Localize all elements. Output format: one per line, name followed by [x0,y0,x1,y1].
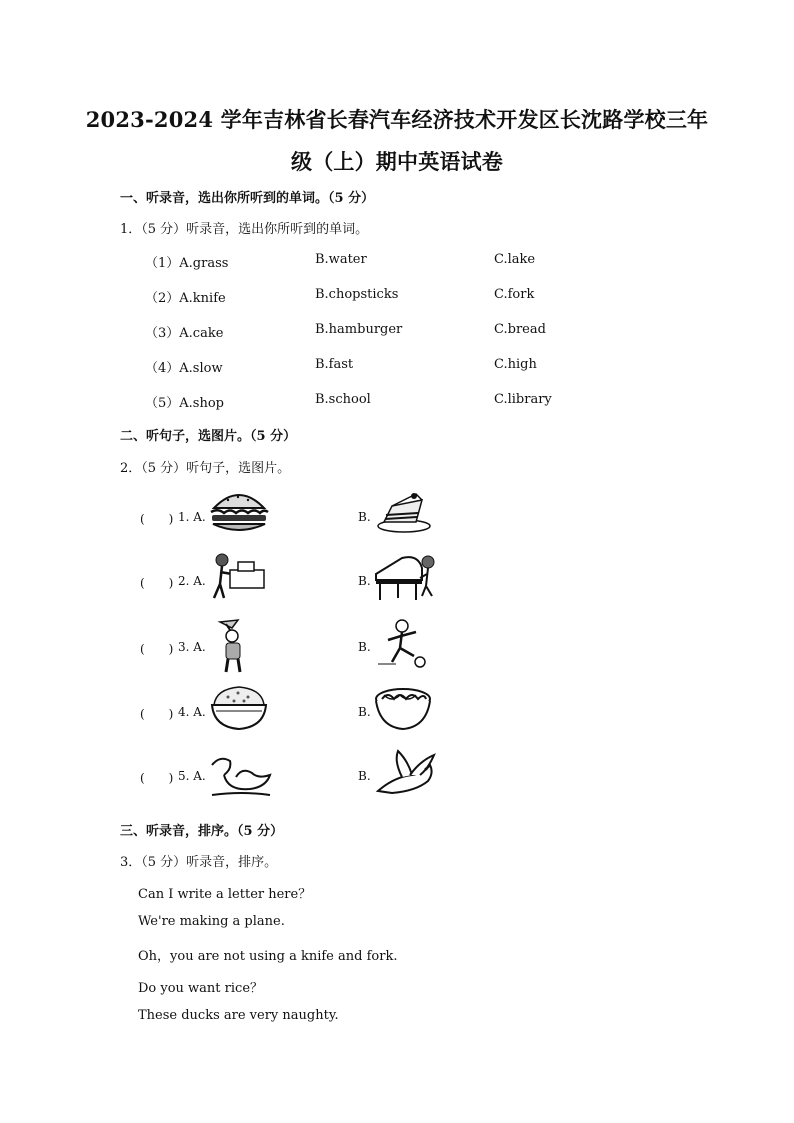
q2-row-2 [140,564,460,624]
q1-row-2-option-b: B.chopsticks [315,287,399,302]
girl-playing-piano-icon [372,552,438,604]
bowl-of-rice-icon [208,683,270,735]
answer-paren: ( ) [140,707,174,721]
q2-row-1 [140,500,460,560]
row-label: 5. A. [178,769,206,783]
q2-row-4 [140,695,460,755]
option-b-label: B. [358,510,371,524]
option-b-label: B. [358,640,371,654]
sentence-1: Can I write a letter here？ [138,887,312,902]
question-1: 1．（5 分）听录音，选出你所听到的单词。 [120,222,369,237]
q1-row-2-option-c: C.fork [494,287,535,302]
q1-row-1-option-a: （1）A.grass [145,256,229,271]
q1-row-5-option-b: B.school [315,392,371,407]
option-b-label: B. [358,574,371,588]
boy-flying-plane-icon [208,618,260,674]
q1-row-3-option-a: （3）A.cake [145,326,224,341]
q1-row-3-option-c: C.bread [494,322,546,337]
duck-icon [208,747,274,799]
sentence-5: These ducks are very naughty. [138,1008,339,1023]
section-2-heading: 二、听句子，选图片。（5 分） [120,429,297,444]
q1-row-5-option-c: C.library [494,392,552,407]
answer-paren: ( ) [140,642,174,656]
q1-row-4-option-c: C.high [494,357,537,372]
document-title-line-2: 级（上）期中英语试卷 [291,149,503,174]
q1-row-1-option-c: C.lake [494,252,536,267]
option-b-label: B. [358,769,371,783]
hamburger-icon [208,488,270,534]
answer-paren: ( ) [140,576,174,590]
document-title-line-1: 2023-2024 学年吉林省长春汽车经济技术开发区长沈路学校三年 [85,107,709,132]
q1-row-2-option-a: （2）A.knife [145,291,226,306]
section-1-heading: 一、听录音，选出你所听到的单词。（5 分） [120,191,375,206]
q1-row-3-option-b: B.hamburger [315,322,403,337]
boy-building-model-icon [208,552,270,602]
answer-paren: ( ) [140,512,174,526]
answer-paren: ( ) [140,771,174,785]
q1-row-4-option-a: （4）A.slow [145,361,223,376]
q2-row-5 [140,759,460,819]
q1-row-1-option-b: B.water [315,252,367,267]
cake-slice-icon [372,488,434,534]
q1-row-5-option-a: （5）A.shop [145,396,224,411]
boy-playing-football-icon [372,618,434,670]
sentence-2: We're making a plane. [138,914,285,929]
question-3: 3．（5 分）听录音，排序。 [120,855,278,870]
bird-icon [372,747,438,799]
q1-row-4-option-b: B.fast [315,357,354,372]
row-label: 3. A. [178,640,206,654]
row-label: 1. A. [178,510,206,524]
sentence-4: Do you want rice？ [138,981,264,996]
question-2: 2．（5 分）听句子，选图片。 [120,461,291,476]
sentence-3: Oh，you are not using a knife and fork. [138,949,398,964]
row-label: 4. A. [178,705,206,719]
row-label: 2. A. [178,574,206,588]
q2-row-3 [140,630,460,690]
bowl-of-noodles-icon [372,683,434,735]
section-3-heading: 三、听录音，排序。（5 分） [120,824,284,839]
option-b-label: B. [358,705,371,719]
